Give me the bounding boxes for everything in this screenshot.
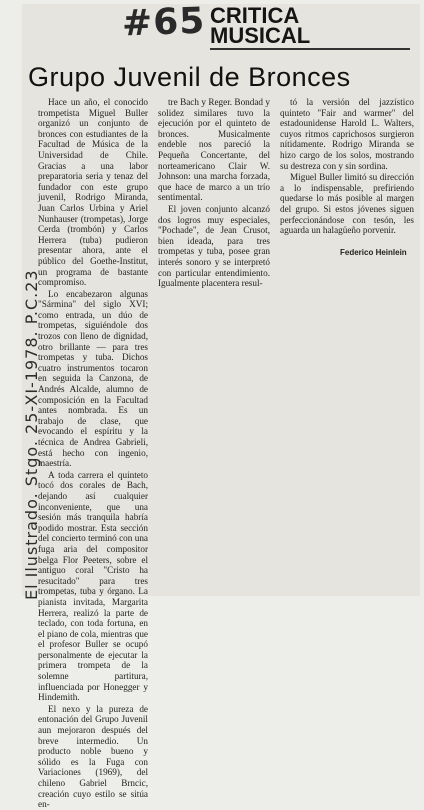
paragraph: A toda carrera el quinteto tocó dos corales de Bach, dejando así cualquier inconveniente, que una sesión más tranquila habría podido mostrar. Esta sección del concierto terminó con una fuga aria del compositor belga Flor Peeters, sobre el antiguo coral "Cristo ha resucitado" para tres trompetas, tuba y órgano. La pianista invitada, Margarita Herrera, realizó la parte de teclado, con toda fortuna, en el piano de cola, mientras que el profesor Buller se ocupó personalmente de ejecutar la primera trompeta de la solemne partitura, influenciada por Honegger y Hindemith.: [38, 469, 148, 703]
paragraph: El nexo y la pureza de entonación del Grupo Juvenil aun mejoraron después del breve intermedio. Un producto noble bueno y sólido es la Fuga con Variaciones (1969), del chileno Gabriel Brncic, creación cuyo estilo se sitúa en-: [38, 703, 148, 810]
paragraph: El joven conjunto alcanzó dos logros muy especiales, "Pochade", de Jean Crusot, bien ideada, para tres trompetas y tuba, posee gran interés sonoro y se interpretó con particular entendimiento. Igualmente placentera resul-: [158, 203, 270, 289]
paragraph: Miguel Buller limitó su dirección a lo indispensable, prefiriendo quedarse lo más posible al margen del grupo. Si estos jóvenes siguen perfeccionándose con tesón, les aguarda un halagüeño porvenir.: [280, 172, 414, 236]
article-column-1: [38, 97, 148, 810]
section-title-line2: MUSICAL: [210, 23, 311, 48]
section-title: [210, 3, 311, 48]
paragraph: tó la versión del jazzístico quinteto "Fair and warmer" del estadounidense Harold L. Walters, cuyos ritmos caprichosos surgieron nítidamente. Rodrigo Miranda se hizo cargo de los solos, mostrando su destreza con y sin sordina.: [280, 97, 414, 171]
byline: Federico Heinlein: [340, 248, 407, 257]
article-headline: Grupo Juvenil de Bronces: [28, 62, 351, 92]
paragraph: Hace un año, el conocido trompetista Miguel Buller organizó un conjunto de bronces con estudiantes de la Facultad de Música de la Universidad de Chile. Gracias a una labor preparatoria seria y tenaz del fundador con este grupo juvenil, Rodrigo Miranda, Juan Carlos Urbina y Ariel Nunhauser (trompetas), Jorge Cerda (trombón) y Carlos Herrera (tuba) pudieron presentar ahora, ante el público del Goethe-Institut, un programa de bastante compromiso.: [38, 97, 148, 288]
handwritten-catalog-number: #65: [121, 0, 206, 45]
paragraph: Lo encabezaron algunas "Sármina" del siglo XVI; como entrada, un dúo de trompetas, siguiéndole dos trozos con lleno de dignidad, otro brillante — para tres trompetas y tuba. Dichos cuatro instrumentos tocaron en seguida la Canzona, de Andrés Alcalde, alumno de composición en la Facultad antes nombrada. Es un trabajo de clase, que evocando el espíritu y la técnica de Andrea Gabrieli, está hecho con ingenio, maestría.: [38, 288, 148, 469]
article-column-2: [158, 97, 270, 289]
section-title-line1: CRITICA: [210, 3, 300, 28]
article-column-3: [280, 97, 414, 247]
section-rule: [210, 48, 410, 50]
paragraph: tre Bach y Reger. Bondad y solidez similares tuvo la ejecución por el quinteto de bronces. Musicalmente endeble nos pareció la Pequeña Concertante, del norteamericano Clair W. Johnson: una marcha forzada, que hace de marco a un trío sentimental.: [158, 97, 270, 203]
handwritten-source-text: El Ilustrado. Stgo. 25-XI-1978. P.C.23: [22, 269, 41, 600]
handwritten-source-note: [0, 130, 41, 600]
